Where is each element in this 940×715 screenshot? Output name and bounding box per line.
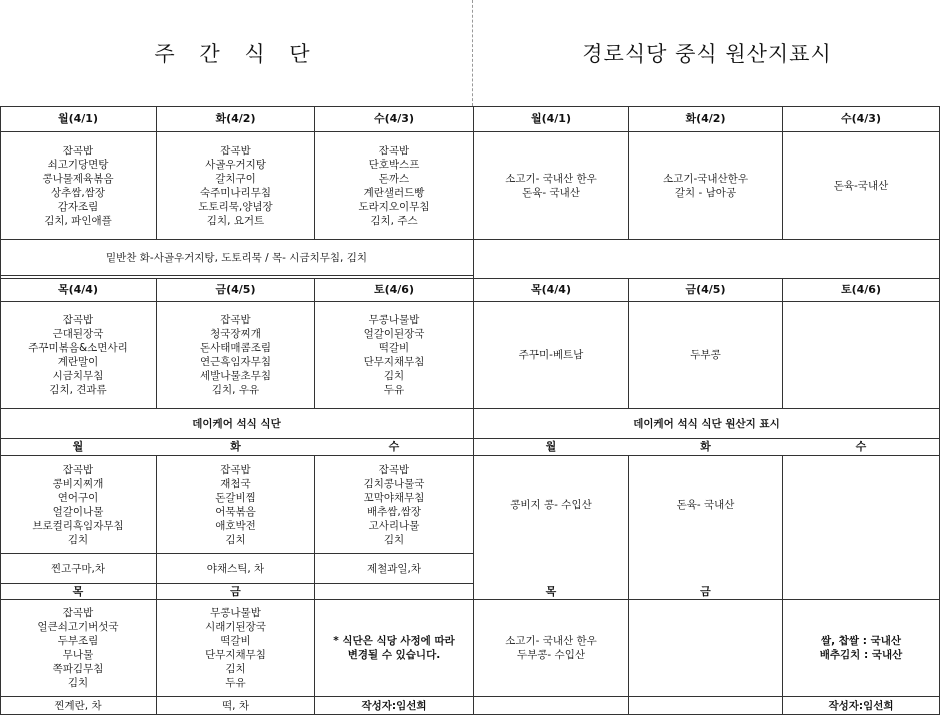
origin-day-header: 토(4/6) xyxy=(840,283,881,296)
day-header: 토(4/6) xyxy=(373,283,414,296)
origin-day-header: 금 xyxy=(700,584,711,598)
daycare-menu: 잡곡밥 얼큰쇠고기버섯국 두부조림 무나물 쪽파김무침 김치 xyxy=(37,607,119,689)
origin-info: 소고기- 국내산 한우 돈육- 국내산 xyxy=(505,172,597,199)
origin-info: 두부콩 xyxy=(690,349,721,361)
origin-display-title: 경로식당 중식 원산지표시 xyxy=(582,42,832,66)
day-header: 수 xyxy=(388,440,400,453)
origin-info: 소고기-국내산한우 갈치 - 남아공 xyxy=(663,172,748,199)
daycare-menu: 무콩나물밥 시래기된장국 떡갈비 단무지채무침 김치 두유 xyxy=(205,607,266,689)
origin-day-header: 수 xyxy=(855,440,867,453)
daycare-snack: 야채스틱, 차 xyxy=(206,562,265,575)
day-menu: 무콩나물밥 얼갈이된장국 떡갈비 단무지채무침 김치 두유 xyxy=(363,314,425,396)
daycare-origin-info: 소고기- 국내산 한우 두부콩- 수입산 xyxy=(505,635,597,661)
origin-day-header: 목(4/4) xyxy=(530,283,571,296)
day-header: 화(4/2) xyxy=(215,112,256,125)
origin-day-header: 월 xyxy=(545,440,557,453)
side-dish-note: 밑반찬 화-사골우거지탕, 도토리묵 / 목- 시금치무침, 김치 xyxy=(106,251,367,264)
origin-day-header: 수(4/3) xyxy=(840,112,881,125)
daycare-menu-caption: 데이케어 석식 식단 xyxy=(192,417,281,430)
weekly-menu-title: 주 간 식 단 xyxy=(154,42,319,66)
day-header: 목(4/4) xyxy=(57,283,98,296)
origin-day-header: 화 xyxy=(700,440,711,453)
daycare-snack: 찐고구마,차 xyxy=(50,562,106,575)
daycare-origin-caption: 데이케어 석식 식단 원산지 표시 xyxy=(633,417,780,430)
author-label: 작성자:임선희 xyxy=(361,699,427,712)
day-menu: 잡곡밥 쇠고기당면탕 콩나물제육볶음 상추쌈,쌈장 감자조림 김치, 파인애플 xyxy=(42,144,114,227)
origin-info xyxy=(783,302,939,408)
day-header: 월(4/1) xyxy=(57,112,98,125)
daycare-origin-info xyxy=(783,456,939,553)
day-menu: 잡곡밥 청국장찌개 돈사태매콤조림 연근흑임자무침 세발나물초무침 김치, 우유 xyxy=(199,314,271,396)
daycare-menu: 잡곡밥 콩비지찌개 연어구이 얼갈이나물 브로컬리흑임자무침 김치 xyxy=(32,463,124,546)
origin-day-header: 월(4/1) xyxy=(530,112,571,125)
day-header: 수(4/3) xyxy=(373,112,414,125)
daycare-menu: 잡곡밥 재첩국 돈갈비찜 어묵볶음 애호박전 김치 xyxy=(215,463,256,546)
day-menu: 잡곡밥 단호박스프 돈까스 계란샐러드빵 도라지오이무침 김치, 주스 xyxy=(358,144,430,227)
origin-info: 주꾸미-베트남 xyxy=(518,349,584,361)
origin-day-header: 화(4/2) xyxy=(685,112,726,125)
daycare-origin-info: 콩비지 콩- 수입산 xyxy=(510,498,592,511)
day-menu: 잡곡밥 사골우거지탕 갈치구이 숙주미나리무침 도토리묵,양념장 김치, 요거트 xyxy=(198,144,273,227)
day-header: 금(4/5) xyxy=(215,283,256,296)
origin-day-header: 목 xyxy=(545,584,557,598)
day-header: 목 xyxy=(72,584,84,598)
origin-info: 돈육-국내산 xyxy=(833,179,889,192)
day-header: 금 xyxy=(230,584,241,598)
grid-line xyxy=(0,275,473,276)
daycare-origin-info xyxy=(629,600,782,696)
title-divider xyxy=(472,0,473,106)
day-header: 월 xyxy=(72,440,84,453)
daycare-snack: 찐계란, 차 xyxy=(54,699,102,712)
rice-kimchi-origin: 쌀, 찹쌀 : 국내산 배추김치 : 국내산 xyxy=(819,635,903,661)
daycare-snack: 제철과일,차 xyxy=(366,562,422,575)
day-header: 화 xyxy=(230,440,241,453)
day-menu: 잡곡밥 근대된장국 주꾸미볶음&소면사리 계란말이 시금치무침 김치, 견과류 xyxy=(28,314,128,396)
daycare-menu: 잡곡밥 김치콩나물국 꼬막야채무침 배추쌈,쌈장 고사리나물 김치 xyxy=(363,463,425,546)
daycare-origin-info: 돈육- 국내산 xyxy=(676,498,735,511)
menu-change-notice: * 식단은 식당 사정에 따라 변경될 수 있습니다. xyxy=(333,635,455,661)
origin-day-header: 금(4/5) xyxy=(685,283,726,296)
daycare-snack: 떡, 차 xyxy=(222,699,249,712)
author-label: 작성자:임선희 xyxy=(828,699,894,712)
